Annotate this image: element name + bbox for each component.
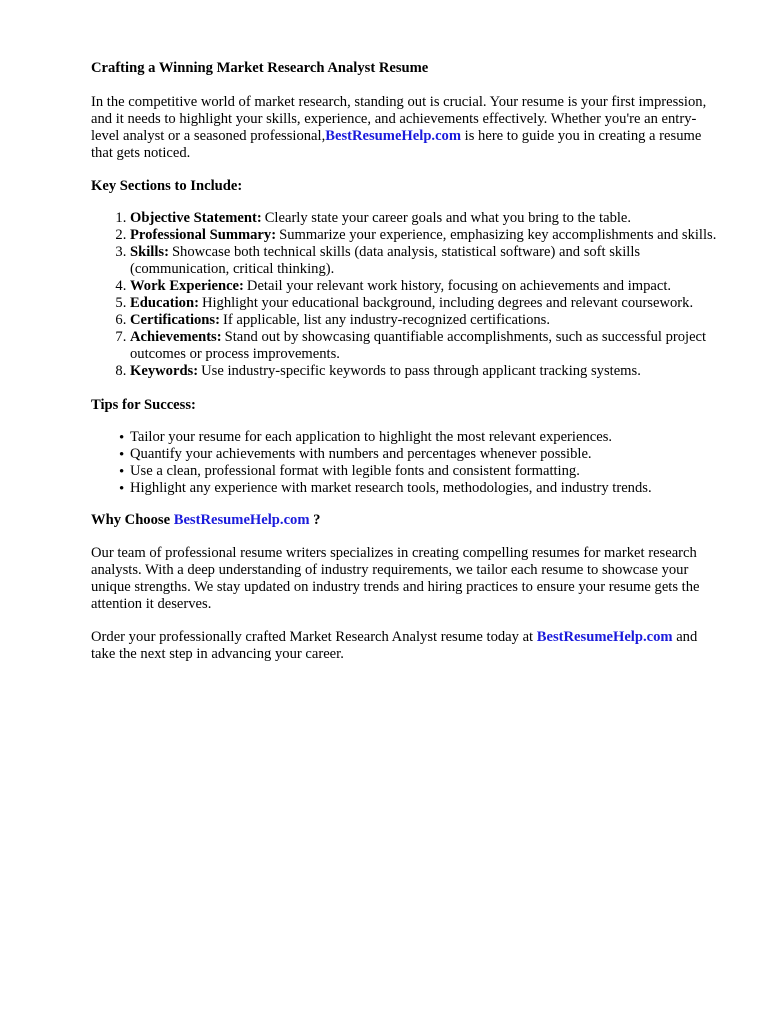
why-choose-heading — [91, 512, 721, 529]
tips-heading: Tips for Success: — [91, 397, 196, 413]
section-text: Detail your relevant work history, focusing on achievements and impact. — [246, 278, 672, 294]
order-link[interactable]: BestResumeHelp.com — [536, 629, 673, 645]
list-item — [130, 363, 721, 380]
tips-list — [91, 429, 721, 497]
intro-text-before: In the competitive world of market research, standing out is crucial. Your resume is your first impression, and it needs to highlight your skills, experience, and achievements effectively. Whether you're an entry-level analyst or a seasoned professional, — [91, 94, 707, 144]
order-paragraph — [91, 629, 721, 663]
section-text: Showcase both technical skills (data analysis, statistical software) and soft skills (communication, critical thinking). — [130, 244, 641, 277]
list-item — [119, 429, 721, 446]
why-choose-suffix: ? — [309, 512, 321, 528]
why-choose-prefix: Why Choose — [91, 512, 174, 528]
section-term: Skills: — [130, 244, 169, 260]
section-term: Objective Statement: — [130, 210, 262, 226]
bullet-icon: • — [119, 447, 125, 463]
document-title: Crafting a Winning Market Research Analyst Resume — [91, 60, 429, 76]
section-term: Certifications: — [130, 312, 220, 328]
order-text-after: and take the next step in advancing your career. — [91, 629, 698, 662]
section-term: Professional Summary: — [130, 227, 277, 243]
section-text: Use industry-specific keywords to pass through applicant tracking systems. — [201, 363, 641, 379]
section-term: Keywords: — [130, 363, 199, 379]
list-item — [130, 227, 721, 244]
bullet-icon: • — [119, 464, 125, 480]
list-item — [119, 446, 721, 463]
section-text: Highlight your educational background, including degrees and relevant coursework. — [201, 295, 694, 311]
tip-text: Tailor your resume for each application to highlight the most relevant experiences. — [130, 429, 613, 445]
list-item — [119, 480, 721, 497]
key-sections-list — [91, 210, 721, 380]
section-term: Achievements: — [130, 329, 222, 345]
bullet-icon: • — [119, 430, 125, 446]
list-item — [130, 210, 721, 227]
tip-text: Use a clean, professional format with legible fonts and consistent formatting. — [130, 463, 580, 479]
list-item — [130, 295, 721, 312]
list-item — [130, 329, 721, 363]
section-term: Work Experience: — [130, 278, 244, 294]
tip-text: Quantify your achievements with numbers and percentages whenever possible. — [130, 446, 592, 462]
why-choose-link[interactable]: BestResumeHelp.com — [173, 512, 310, 528]
document-page — [91, 60, 721, 663]
section-text: If applicable, list any industry-recognized certifications. — [222, 312, 550, 328]
section-text: Stand out by showcasing quantifiable accomplishments, such as successful project outcomes or process improvements. — [130, 329, 707, 362]
list-item — [119, 463, 721, 480]
intro-paragraph — [91, 94, 721, 162]
section-text: Summarize your experience, emphasizing key accomplishments and skills. — [279, 227, 717, 243]
intro-text-after: is here to guide you in creating a resume that gets noticed. — [91, 128, 702, 161]
team-paragraph: Our team of professional resume writers specializes in creating compelling resumes for market research analysts. With a deep understanding of industry requirements, we tailor each resume to showcase your unique strengths. We stay updated on industry trends and hiring practices to ensure your resume gets the attention it deserves. — [91, 545, 700, 612]
section-text: Clearly state your career goals and what you bring to the table. — [264, 210, 632, 226]
bullet-icon: • — [119, 481, 125, 497]
key-sections-heading: Key Sections to Include: — [91, 178, 243, 194]
tip-text: Highlight any experience with market research tools, methodologies, and industry trends. — [130, 480, 652, 496]
list-item — [130, 244, 721, 278]
intro-link[interactable]: BestResumeHelp.com — [325, 128, 462, 144]
order-text-before: Order your professionally crafted Market Research Analyst resume today at — [91, 629, 537, 645]
section-term: Education: — [130, 295, 199, 311]
list-item — [130, 278, 721, 295]
list-item — [130, 312, 721, 329]
